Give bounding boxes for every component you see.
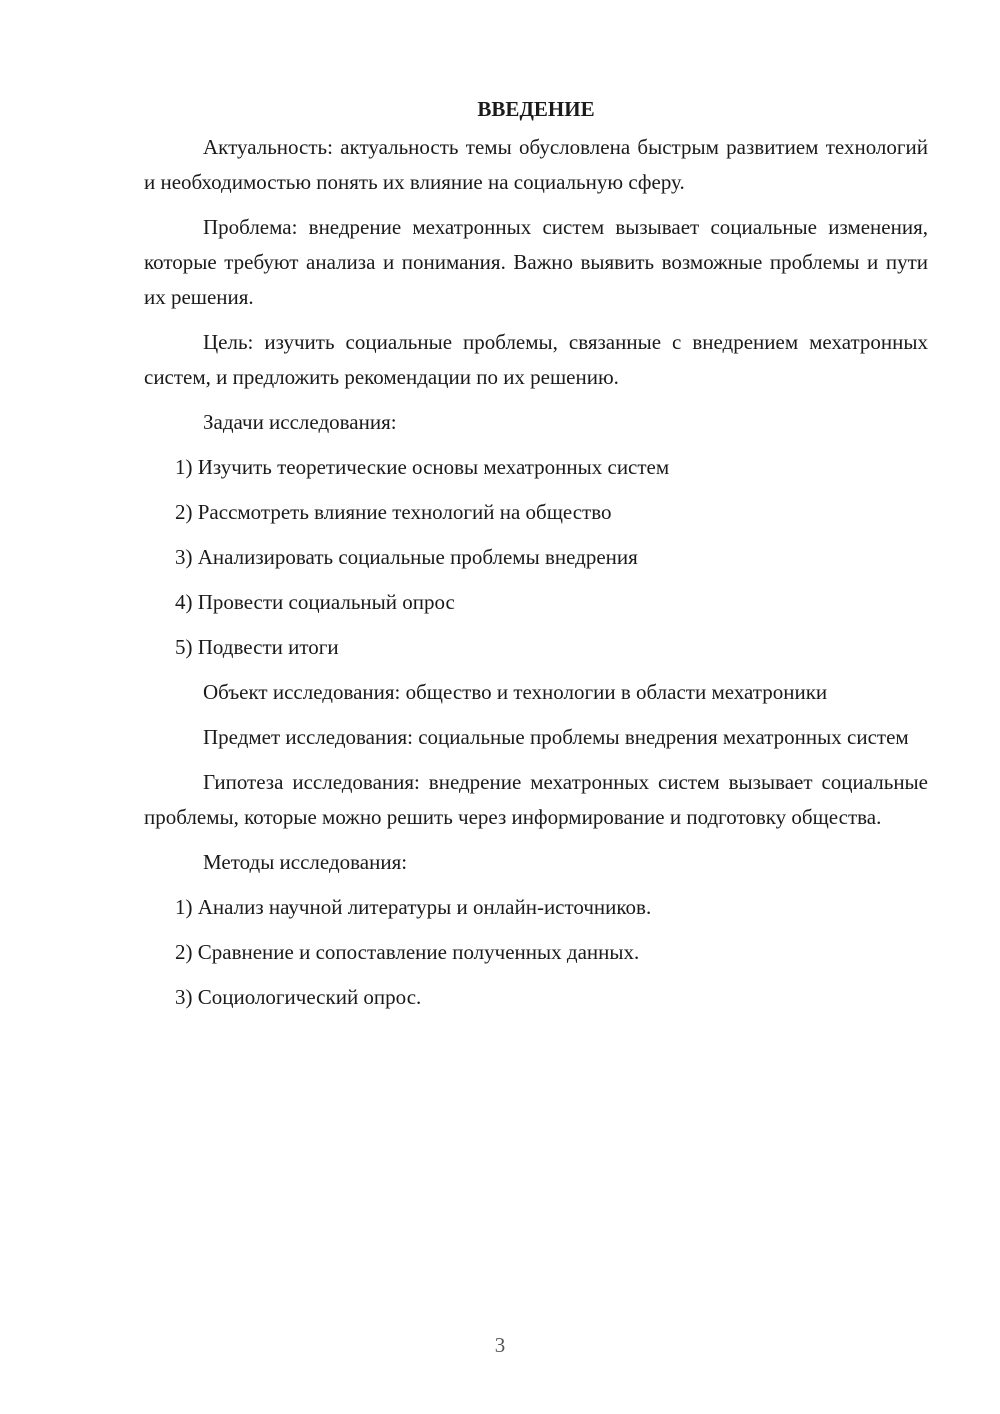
list-item: 1) Изучить теоретические основы мехатронных систем xyxy=(175,455,670,479)
list-item: 1) Анализ научной литературы и онлайн-источников. xyxy=(175,895,652,919)
list-item: 3) Социологический опрос. xyxy=(175,985,422,1009)
tasks-heading: Задачи исследования: xyxy=(203,410,397,434)
actuality-paragraph: Актуальность: актуальность темы обусловлена быстрым развитием технологий и необходимостью понять их влияние на социальную сферу. xyxy=(144,135,928,194)
hypothesis-paragraph: Гипотеза исследования: внедрение мехатронных систем вызывает социальные проблемы, которые можно решить через информирование и подготовку общества. xyxy=(144,770,928,829)
page-title: ВВЕДЕНИЕ xyxy=(477,97,595,121)
problem-paragraph: Проблема: внедрение мехатронных систем вызывает социальные изменения, которые требуют анализа и понимания. Важно выявить возможные проблемы и пути их решения. xyxy=(144,215,928,309)
document-page xyxy=(144,92,928,1025)
list-item: 2) Рассмотреть влияние технологий на общество xyxy=(175,500,612,524)
page-number: 3 xyxy=(494,1333,506,1357)
list-item: 2) Сравнение и сопоставление полученных данных. xyxy=(175,940,640,964)
object-paragraph: Объект исследования: общество и технологии в области мехатроники xyxy=(203,680,828,704)
list-item: 5) Подвести итоги xyxy=(175,635,339,659)
goal-paragraph: Цель: изучить социальные проблемы, связанные с внедрением мехатронных систем, и предложить рекомендации по их решению. xyxy=(144,330,928,389)
list-item: 4) Провести социальный опрос xyxy=(175,590,455,614)
subject-paragraph: Предмет исследования: социальные проблемы внедрения мехатронных систем xyxy=(203,725,909,749)
list-item: 3) Анализировать социальные проблемы внедрения xyxy=(175,545,638,569)
methods-heading: Методы исследования: xyxy=(203,850,408,874)
